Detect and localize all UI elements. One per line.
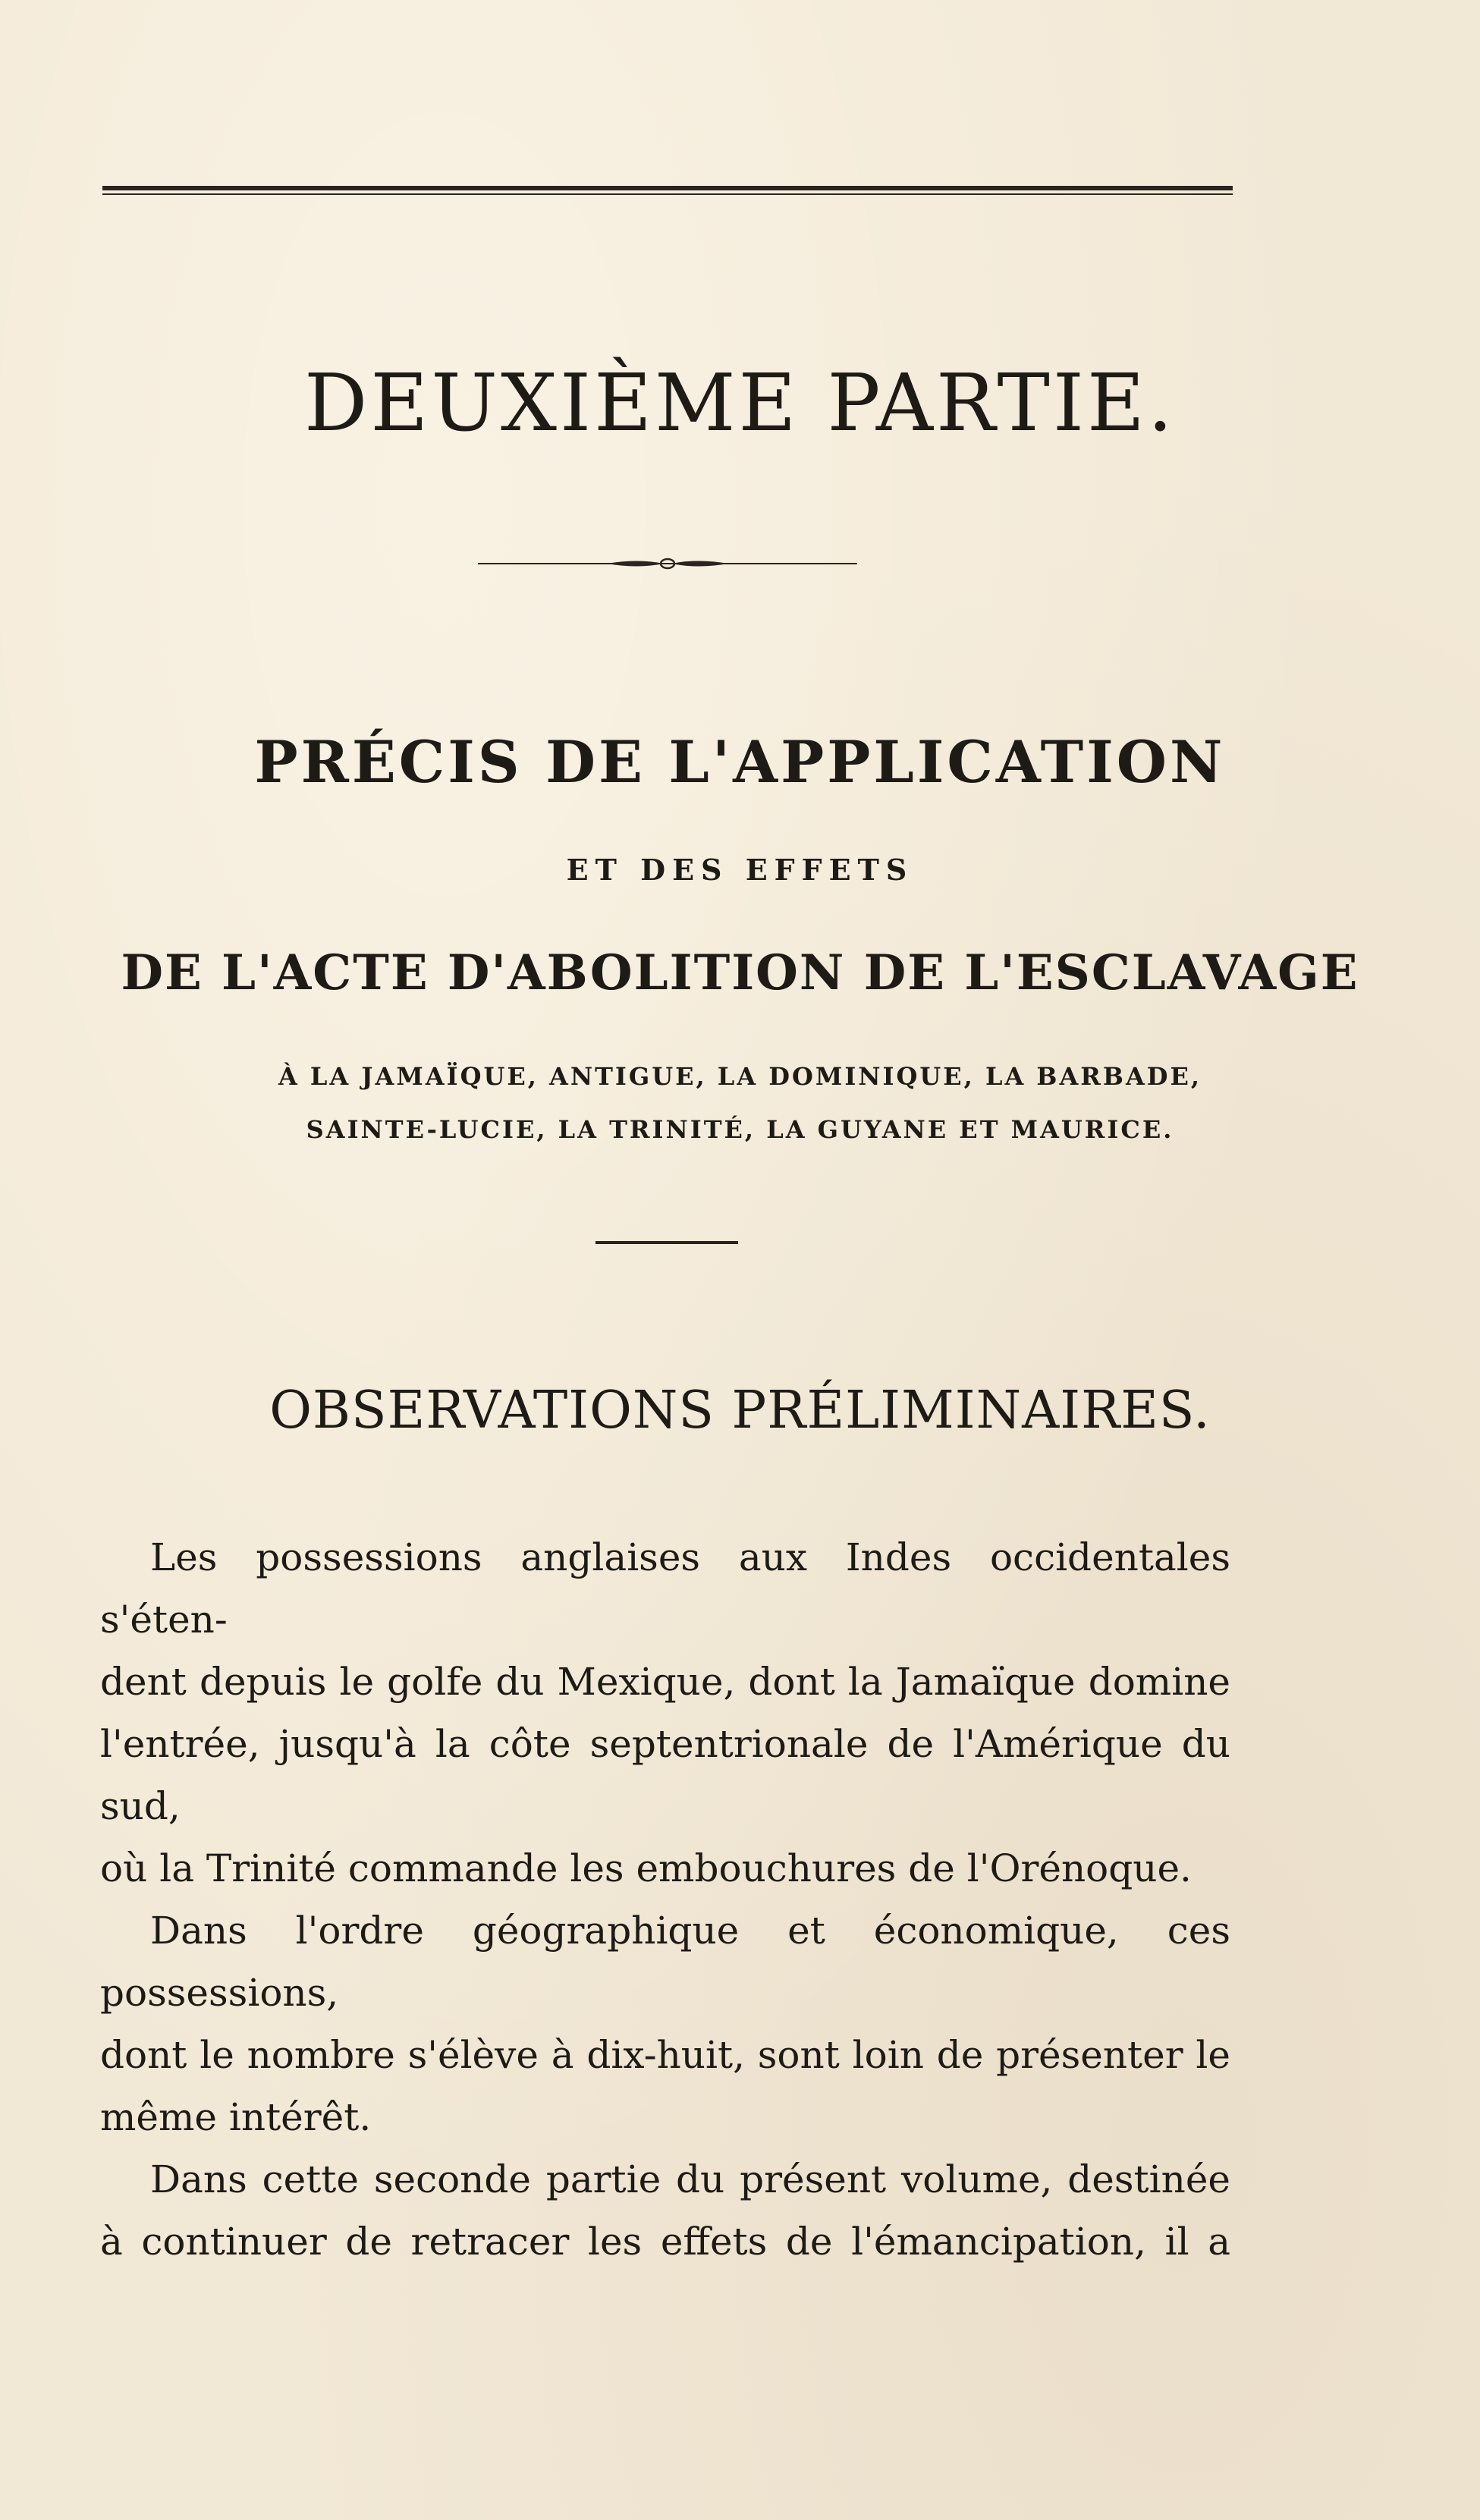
main-heading: PRÉCIS DE L'APPLICATION [254,728,1226,796]
text-line: Les possessions anglaises aux Indes occidentales s'éten- [100,1535,1230,1642]
text-line: Dans cette seconde partie du présent volume, destinée [150,2157,1230,2201]
text-line: dent depuis le golfe du Mexique, dont la Jamaïque domine [100,1660,1230,1704]
text-line: où la Trinité commande les embouchures de l'Orénoque. [100,1846,1192,1890]
top-rule-thick [102,186,1233,190]
part-title: DEUXIÈME PARTIE. [304,357,1176,449]
paragraph-1 [100,1526,1230,1899]
section-title: OBSERVATIONS PRÉLIMINAIRES. [269,1381,1211,1441]
text-line: l'entrée, jusqu'à la côte septentrionale de l'Amérique du sud, [100,1722,1230,1828]
third-heading: DE L'ACTE D'ABOLITION DE L'ESCLAVAGE [121,944,1359,1001]
places-line-2: SAINTE-LUCIE, LA TRINITÉ, LA GUYANE ET MAURICE. [306,1115,1174,1144]
top-rule-thin [102,193,1233,195]
ornament-divider [478,552,857,575]
body-text [100,1526,1230,2273]
short-divider-rule [595,1241,738,1244]
text-line: à continuer de retracer les effets de l'émancipation, il a [100,2220,1230,2264]
places-line-1: À LA JAMAÏQUE, ANTIGUE, LA DOMINIQUE, LA BARBADE, [278,1062,1202,1091]
sub-heading: ET DES EFFETS [566,853,914,887]
ornament-divider-icon [478,552,857,575]
paragraph-2 [100,1899,1230,2148]
text-line: Dans l'ordre géographique et économique, ces possessions, [100,1909,1230,2015]
paragraph-3 [100,2148,1230,2273]
text-line: dont le nombre s'élève à dix-huit, sont loin de présenter le [100,2033,1230,2077]
text-line: même intérêt. [100,2095,372,2139]
top-double-rule [102,186,1233,196]
